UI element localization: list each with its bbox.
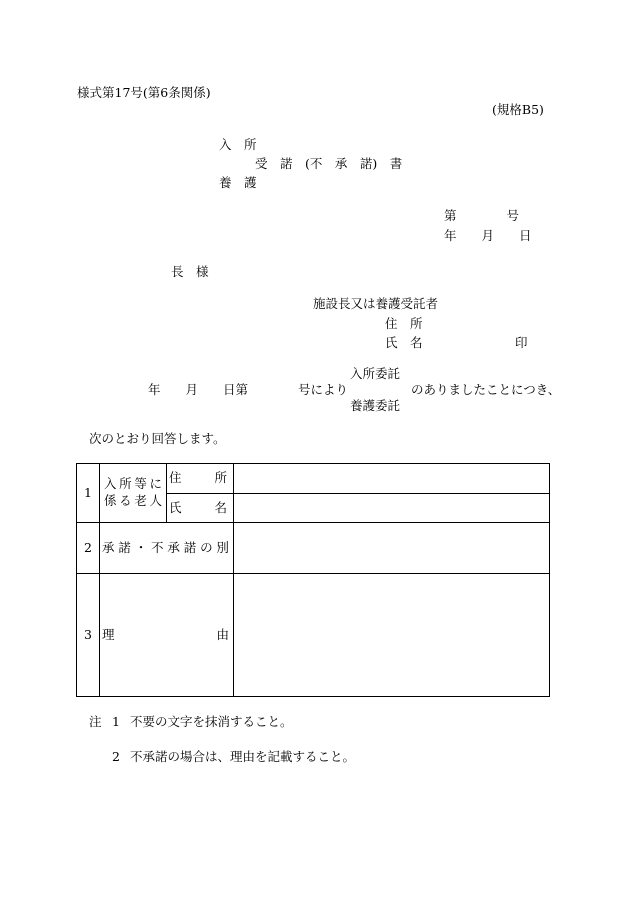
addressee: 長 様 (171, 264, 209, 279)
note-number: 2 (112, 749, 120, 764)
elder-label (100, 464, 167, 523)
note-number: 1 (112, 714, 120, 729)
sender-name-label: 氏 名 (385, 335, 423, 350)
title-admission: 入 所 (219, 137, 257, 152)
body-suffix: のありましたことにつき、 (411, 382, 561, 397)
row-number: 2 (77, 523, 100, 574)
row-number: 3 (77, 574, 100, 697)
elder-name-field[interactable] (234, 494, 550, 523)
note-text: 不要の文字を抹消すること。 (130, 714, 293, 729)
name-label-cell: 氏 名 (167, 494, 234, 523)
table-row (77, 523, 550, 574)
reply-text: 次のとおり回答します。 (89, 431, 226, 446)
reason-field[interactable] (234, 574, 550, 697)
row-number: 1 (77, 464, 100, 523)
title-care: 養 護 (219, 175, 257, 190)
table-row (77, 574, 550, 697)
notes-prefix: 注 (89, 714, 102, 729)
reason-label: 理 由 (100, 574, 234, 697)
note-text: 不承諾の場合は、理由を記載すること。 (130, 749, 356, 764)
document-number: 第 号 (444, 208, 520, 223)
seal-mark: 印 (515, 335, 528, 350)
form-number: 様式第17号(第6条関係) (77, 85, 211, 100)
elder-address-field[interactable] (234, 464, 550, 494)
address-label-cell: 住 所 (167, 464, 234, 494)
sender-role: 施設長又は養護受託者 (313, 296, 439, 311)
elder-label-line1: 入 所 等 に (104, 476, 162, 492)
reference-date: 年 月 日第 号により (148, 382, 349, 397)
acceptance-label: 承 諾 ・ 不 承 諾 の 別 (100, 523, 234, 574)
response-table (76, 463, 550, 697)
table-row (77, 464, 550, 494)
paper-size: (規格B5) (492, 102, 544, 117)
document-title: 受 諾 (不 承 諾) 書 (255, 156, 403, 171)
acceptance-field[interactable] (234, 523, 550, 574)
sender-address-label: 住 所 (385, 316, 423, 331)
document-date: 年 月 日 (444, 228, 532, 243)
admission-commission: 入所委託 (350, 366, 401, 381)
elder-label-line2: 係 る 老 人 (104, 493, 162, 508)
care-commission: 養護委託 (350, 398, 401, 413)
